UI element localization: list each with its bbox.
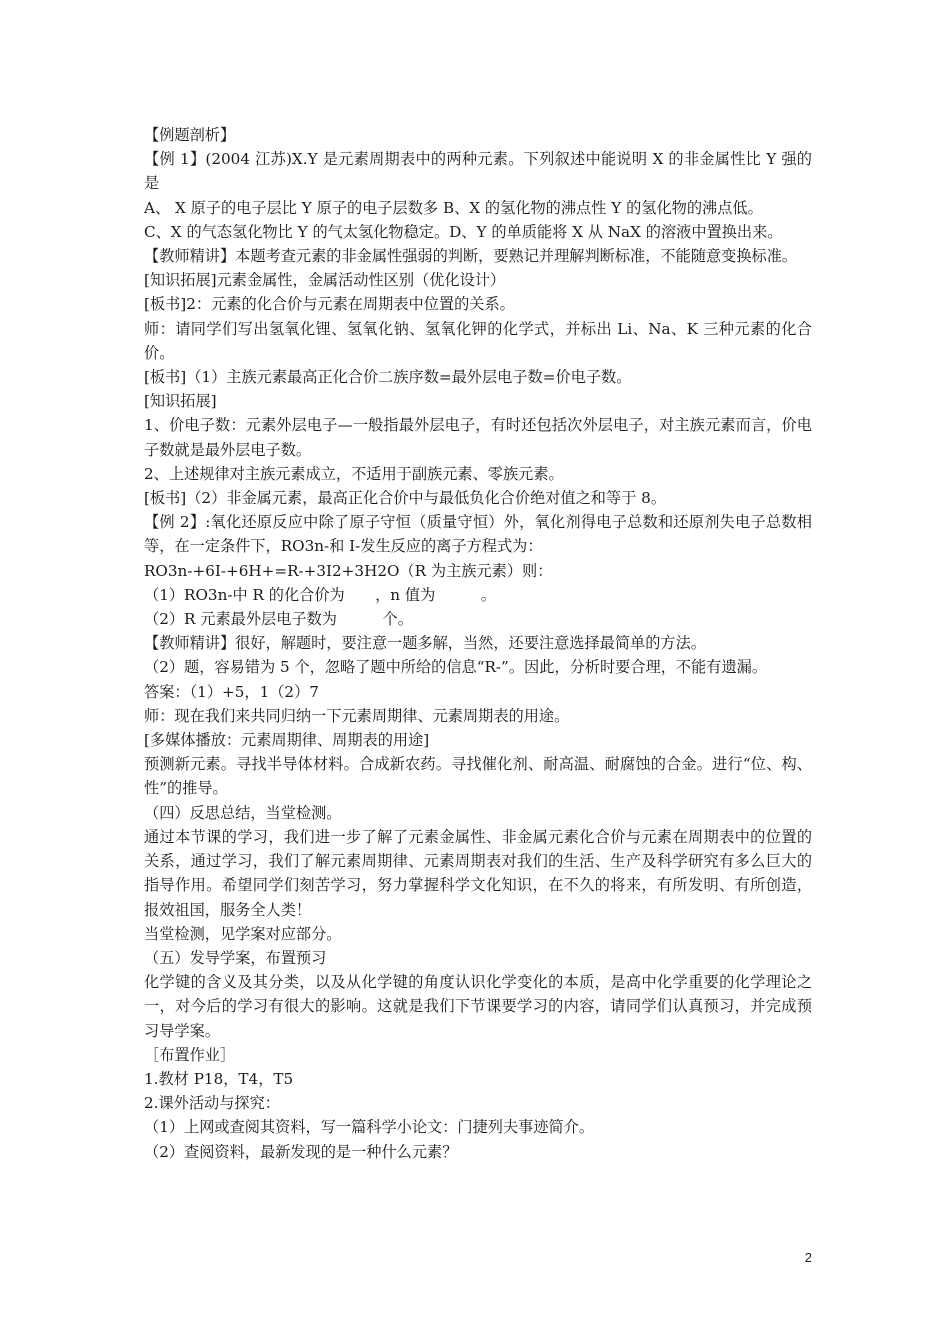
board-note-2: [板书]2：元素的化合价与元素在周期表中位置的关系。 bbox=[144, 295, 515, 314]
example-2-subquestion-2: （2）R 元素最外层电子数为 个。 bbox=[144, 610, 413, 629]
homework-subitem-2: （2）查阅资料，最新发现的是一种什么元素？ bbox=[144, 1142, 458, 1161]
extension-point-2: 2、上述规律对主族元素成立，不适用于副族元素、零族元素。 bbox=[144, 464, 564, 483]
example-2-subquestion-1: （1）RO3n-中 R 的化合价为 ，n 值为 。 bbox=[144, 585, 497, 604]
teacher-prompt-1: 师：请同学们写出氢氧化锂、氢氧化钠、氢氧化钾的化学式，并标出 Li、Na、K 三种元素的化合价。 bbox=[144, 319, 812, 362]
reflection-paragraph: 通过本节课的学习，我们进一步了解了元素金属性、非金属元素化合价与元素在周期表中的位置的关系，通过学习，我们了解元素周期律、元素周期表对我们的生活、生产及科学研究有多么巨大的指导作用。希望同学们刻苦学习，努力掌握科学文化知识，在不久的将来，有所发明、有所创造，报效祖国，服务全人类！ bbox=[144, 827, 812, 919]
preview-paragraph: 化学键的含义及其分类，以及从化学键的角度认识化学变化的本质，是高中化学重要的化学理论之一，对今后的学习有很大的影响。这就是我们下节课要学习的内容，请同学们认真预习，并完成预习导学案。 bbox=[144, 973, 812, 1040]
homework-item-1: 1.教材 P18，T4，T5 bbox=[144, 1069, 294, 1088]
board-note-rule-1: [板书]（1）主族元素最高正化合价二族序数=最外层电子数=价电子数。 bbox=[144, 368, 632, 387]
class-test-note: 当堂检测，见学案对应部分。 bbox=[144, 924, 342, 943]
knowledge-extension-1: [知识拓展]元素金属性，金属活动性区别（优化设计） bbox=[144, 271, 506, 290]
example-1-option-a-b: A、 X 原子的电子层比 Y 原子的电子层数多 B、X 的氢化物的沸点性 Y 的氢化物的沸点低。 bbox=[144, 198, 763, 217]
homework-heading: ［布置作业］ bbox=[144, 1045, 236, 1064]
example-1-question: 【例 1】(2004 江苏)X.Y 是元素周期表中的两种元素。下列叙述中能说明 X 的非金属性比 Y 强的是 bbox=[144, 150, 812, 193]
section-preview-heading: （五）发导学案，布置预习 bbox=[144, 948, 327, 967]
example-1-option-c-d: C、X 的气态氢化物比 Y 的气太氢化物稳定。D、Y 的单质能将 X 从 NaX 的溶液中置换出来。 bbox=[144, 222, 783, 241]
uses-list: 预测新元素。寻找半导体材料。合成新农药。寻找催化剂、耐高温、耐腐蚀的合金。进行“位、构、性”的推导。 bbox=[144, 755, 812, 798]
example-2-equation: RO3n-+6I-+6H+=R-+3I2+3H2O（R 为主族元素）则： bbox=[144, 561, 553, 580]
example-2-question: 【例 2】:氧化还原反应中除了原子守恒（质量守恒）外，氧化剂得电子总数和还原剂失电子总数相等，在一定条件下，RO3n-和 I-发生反应的离子方程式为： bbox=[144, 513, 812, 556]
homework-subitem-1: （1）上网或查阅其资料，写一篇科学小论文：门捷列夫事迹简介。 bbox=[144, 1118, 595, 1137]
multimedia-note: [多媒体播放：元素周期律、周期表的用途] bbox=[144, 731, 430, 750]
document-body bbox=[144, 123, 812, 1164]
page-number: 2 bbox=[804, 1250, 812, 1265]
homework-item-2: 2.课外活动与探究： bbox=[144, 1094, 280, 1113]
section-heading-example-analysis: 【例题剖析】 bbox=[144, 126, 236, 144]
teacher-summary-prompt: 师：现在我们来共同归纳一下元素周期律、元素周期表的用途。 bbox=[144, 706, 570, 725]
board-note-rule-2: [板书]（2）非金属元素，最高正化合价中与最低负化合价绝对值之和等于 8。 bbox=[144, 489, 667, 508]
extension-point-1: 1、价电子数：元素外层电子—一般指最外层电子，有时还包括次外层电子，对主族元素而言，价电子数就是最外层电子数。 bbox=[144, 416, 812, 459]
teacher-explanation-1: 【教师精讲】本题考查元素的非金属性强弱的判断，要熟记并理解判断标准，不能随意变换标准。 bbox=[144, 247, 798, 266]
teacher-explanation-2: 【教师精讲】很好，解题时，要注意一题多解，当然，还要注意选择最简单的方法。 bbox=[144, 634, 706, 653]
section-reflection-heading: （四）反思总结，当堂检测。 bbox=[144, 803, 342, 822]
teacher-explanation-2-detail: （2）题，容易错为 5 个，忽略了题中所给的信息“R-”。因此，分析时要合理，不能有遗漏。 bbox=[144, 658, 768, 677]
knowledge-extension-heading: [知识拓展] bbox=[144, 392, 217, 411]
example-2-answer: 答案：（1）+5，1（2）7 bbox=[144, 682, 319, 701]
